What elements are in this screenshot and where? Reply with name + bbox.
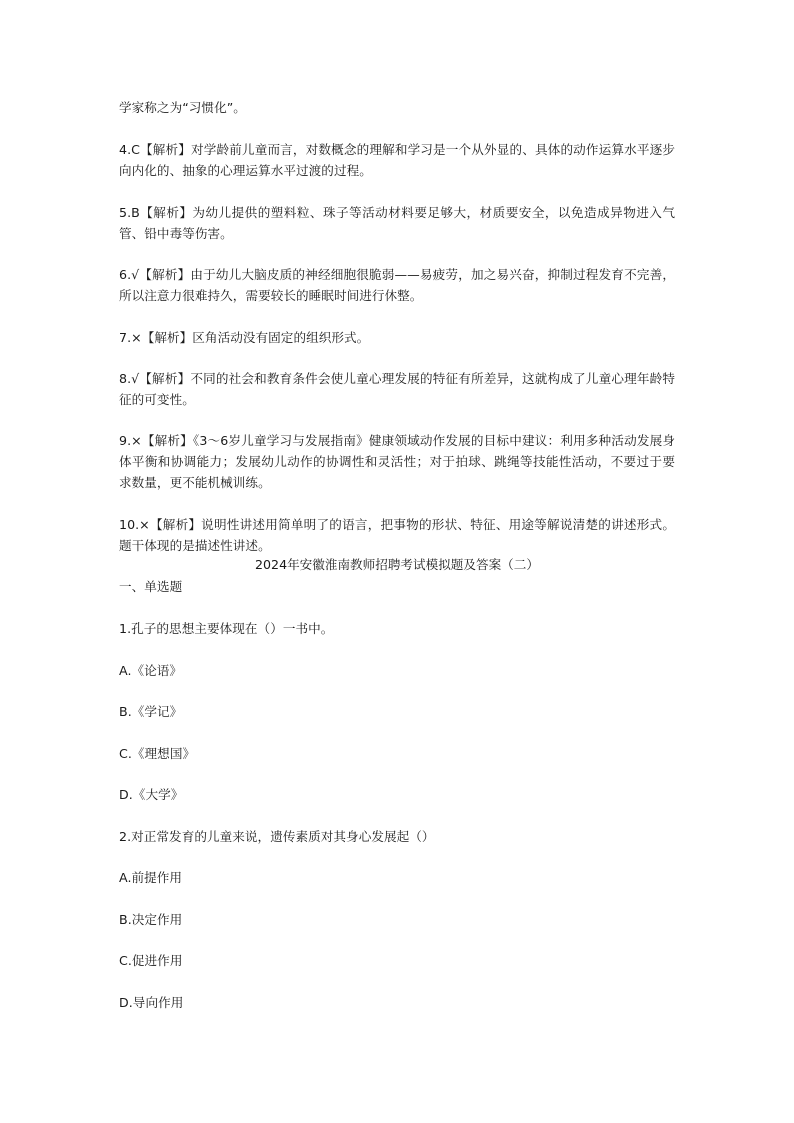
question-2-option-a: A.前提作用 <box>119 870 183 885</box>
section-heading: 一、单选题 <box>119 579 183 594</box>
question-2-option-d: D.导向作用 <box>119 995 184 1010</box>
answer-7-explanation: 7.×【解析】区角活动没有固定的组织形式。 <box>119 330 370 345</box>
answer-4-explanation: 4.C【解析】对学龄前儿童而言，对数概念的理解和学习是一个从外显的、具体的动作运算水平逐步向内化的、抽象的心理运算水平过渡的过程。 <box>119 142 675 178</box>
answer-8-explanation: 8.√【解析】不同的社会和教育条件会使儿童心理发展的特征有所差异，这就构成了儿童心理年龄特征的可变性。 <box>119 371 675 407</box>
question-2-option-c: C.促进作用 <box>119 953 183 968</box>
answer-continuation: 学家称之为“习惯化”。 <box>119 100 246 115</box>
question-1-stem: 1.孔子的思想主要体现在（）一书中。 <box>119 621 334 636</box>
question-1-option-d: D.《大学》 <box>119 787 184 802</box>
answer-6-explanation: 6.√【解析】由于幼儿大脑皮质的神经细胞很脆弱——易疲劳，加之易兴奋，抑制过程发育不完善，所以注意力很难持久，需要较长的睡眠时间进行休整。 <box>119 267 675 303</box>
question-1-option-c: C.《理想国》 <box>119 746 196 761</box>
question-1-option-b: B.《学记》 <box>119 704 183 719</box>
answer-10-explanation: 10.×【解析】说明性讲述用简单明了的语言，把事物的形状、特征、用途等解说清楚的讲述形式。题干体现的是描述性讲述。 <box>119 517 675 553</box>
question-2-stem: 2.对正常发育的儿童来说，遗传素质对其身心发展起（） <box>119 829 435 844</box>
question-2-option-b: B.决定作用 <box>119 912 183 927</box>
exam-title: 2024年安徽淮南教师招聘考试模拟题及答案（二） <box>255 557 539 572</box>
answer-5-explanation: 5.B【解析】为幼儿提供的塑料粒、珠子等活动材料要足够大，材质要安全，以免造成异物进入气管、铅中毒等伤害。 <box>119 205 675 241</box>
answer-9-explanation: 9.×【解析】《3～6岁儿童学习与发展指南》健康领域动作发展的目标中建议：利用多种活动发展身体平衡和协调能力；发展幼儿动作的协调性和灵活性；对于拍球、跳绳等技能性活动，不要过于要求数量，更不能机械训练。 <box>119 433 675 490</box>
question-1-option-a: A.《论语》 <box>119 663 183 678</box>
